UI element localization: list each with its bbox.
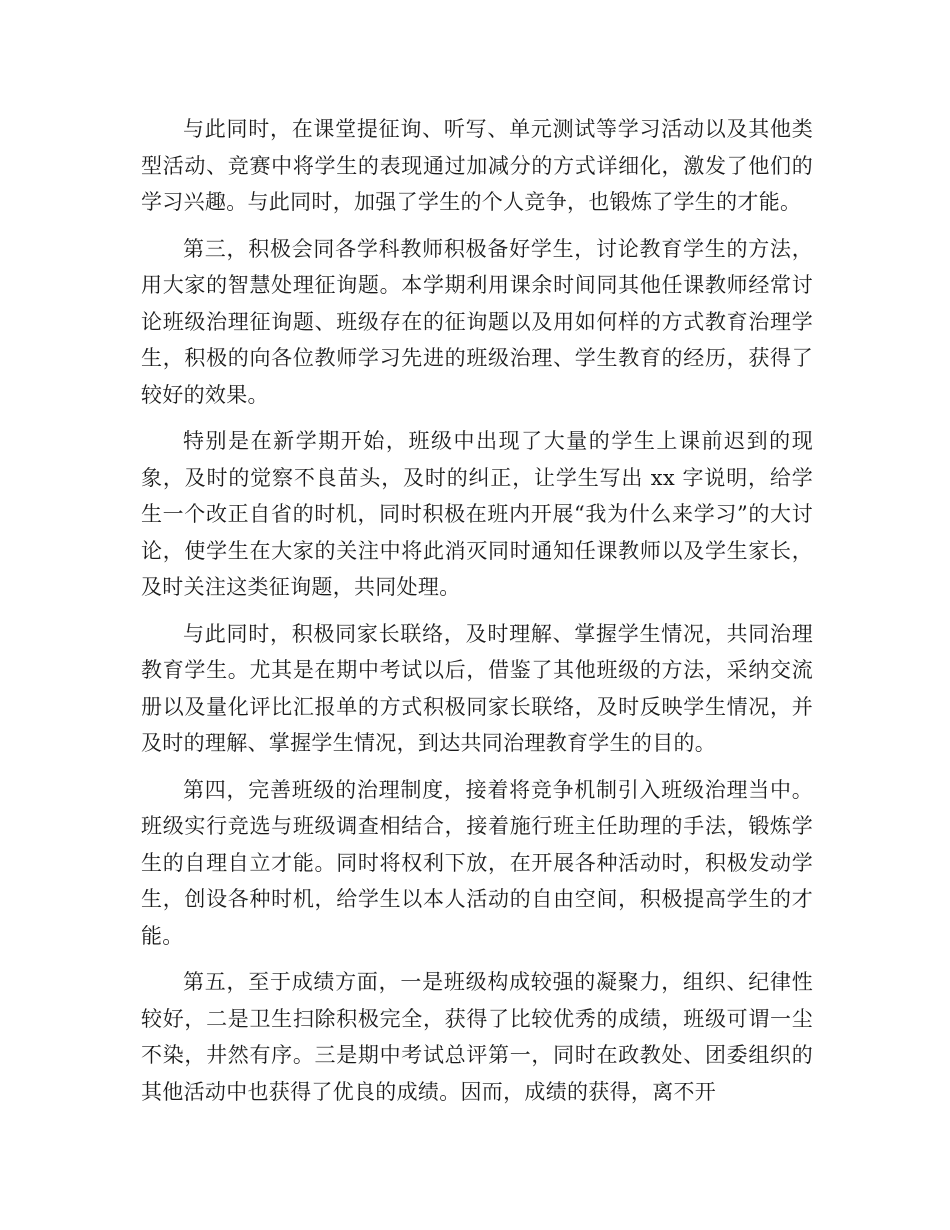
paragraph-fourth-management-system: 第四，完善班级的治理制度，接着将竞争机制引入班级治理当中。班级实行竞选与班级调查相结合，接着施行班主任助理的手法，锻炼学生的自理自立才能。同时将权利下放，在开展各种活动时，积极发动学生，创设各种时机，给学生以本人活动的自由空间，积极提高学生的才能。 [141,777,813,948]
paragraph-fifth-achievements: 第五，至于成绩方面，一是班级构成较强的凝聚力，组织、纪律性较好，二是卫生扫除积极完全，获得了比较优秀的成绩，班级可谓一尘不染，井然有序。三是期中考试总评第一，同时在政教处、团委组织的其他活动中也获得了优良的成绩。因而，成绩的获得，离不开 [141,970,813,1104]
paragraph-classroom-scoring: 与此同时，在课堂提征询、听写、单元测试等学习活动以及其他类型活动、竞赛中将学生的表现通过加减分的方式详细化，激发了他们的学习兴趣。与此同时，加强了学生的个人竞争，也锻炼了学生的才能。 [141,117,813,214]
paragraph-third-teacher-collaboration: 第三，积极会同各学科教师积极备好学生，讨论教育学生的方法，用大家的智慧处理征询题。本学期利用课余时间同其他任课教师经常讨论班级治理征询题、班级存在的征询题以及用如何样的方式教育治理学生，积极的向各位教师学习先进的班级治理、学生教育的经历，获得了较好的效果。 [141,236,813,407]
paragraph-lateness-handling: 特别是在新学期开始，班级中出现了大量的学生上课前迟到的现象，及时的觉察不良苗头，及时的纠正，让学生写出 xx 字说明，给学生一个改正自省的时机，同时积极在班内开展“我为什么来学习”的大讨论，使学生在大家的关注中将此消灭同时通知任课教师以及学生家长，及时关注这类征询题，共同处理。 [141,429,813,599]
body-text [141,111,813,1120]
paragraph-parent-contact: 与此同时，积极同家长联络，及时理解、掌握学生情况，共同治理教育学生。尤其是在期中考试以后，借鉴了其他班级的方法，采纳交流册以及量化评比汇报单的方式积极同家长联络，及时反映学生情况，并及时的理解、掌握学生情况，到达共同治理教育学生的目的。 [141,621,813,755]
